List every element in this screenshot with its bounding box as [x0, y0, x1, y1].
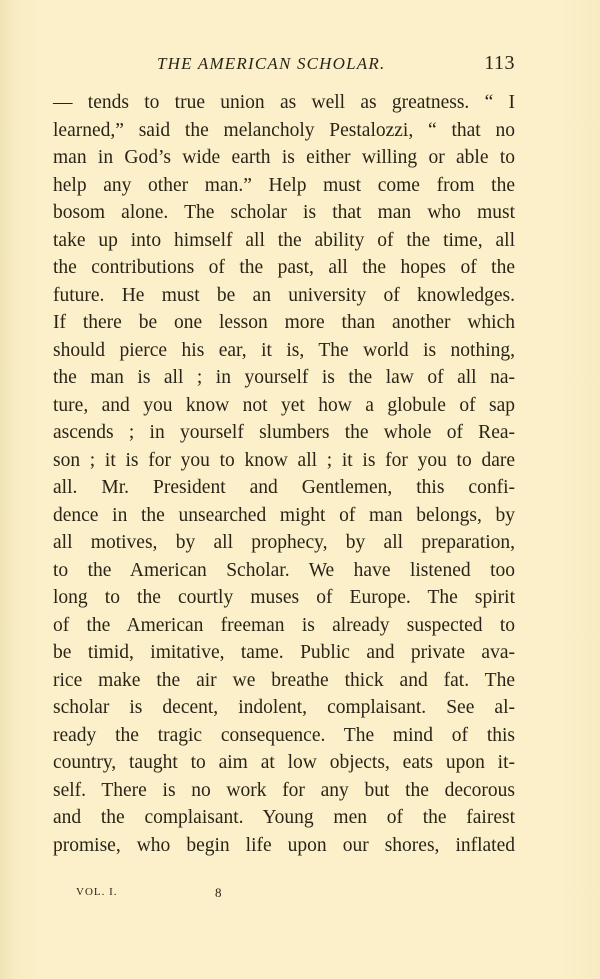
running-title: THE AMERICAN SCHOLAR.: [157, 54, 386, 73]
text-line: and the complaisant. Young men of the fairest: [53, 807, 515, 828]
signature-mark: 8: [215, 885, 223, 900]
text-line: dence in the unsearched might of man belongs, by: [53, 504, 515, 526]
text-line: of the American freeman is already suspected to: [53, 614, 515, 636]
text-line: son ; it is for you to know all ; it is for you to dare: [53, 449, 515, 471]
text-line: ready the tragic consequence. The mind of this: [53, 724, 515, 746]
text-line: all. Mr. President and Gentlemen, this confi-: [53, 477, 515, 498]
text-line: take up into himself all the ability of the time, all: [53, 229, 515, 251]
text-line: scholar is decent, indolent, complaisant. See al-: [53, 697, 515, 718]
text-line: rice make the air we breathe thick and fat. The: [53, 669, 515, 691]
body-text: [53, 89, 515, 859]
volume-label: VOL. I.: [76, 886, 118, 898]
text-line: long to the courtly muses of Europe. The spirit: [53, 587, 515, 608]
text-line: man in God’s wide earth is either willing or able to: [53, 147, 515, 168]
printer-signature: [76, 886, 276, 904]
text-line: promise, who begin life upon our shores, inflated: [53, 834, 515, 856]
text-line: should pierce his ear, it is, The world is nothing,: [53, 339, 515, 361]
text-line: to the American Scholar. We have listened too: [53, 559, 515, 581]
text-line: self. There is no work for any but the decorous: [53, 779, 515, 801]
text-line: help any other man.” Help must come from the: [53, 174, 515, 196]
text-line: bosom alone. The scholar is that man who must: [53, 202, 515, 223]
text-line: the man is all ; in yourself is the law of all na-: [53, 367, 515, 388]
page-number: 113: [484, 52, 515, 74]
text-line: all motives, by all prophecy, by all preparation,: [53, 532, 515, 553]
text-line: ascends ; in yourself slumbers the whole of Rea-: [53, 422, 515, 443]
text-line: ture, and you know not yet how a globule of sap: [53, 394, 515, 416]
text-line: be timid, imitative, tame. Public and private ava-: [53, 642, 515, 663]
running-head: [53, 54, 515, 80]
text-line: the contributions of the past, all the hopes of the: [53, 257, 515, 278]
text-line: future. He must be an university of knowledges.: [53, 284, 515, 306]
text-line: — tends to true union as well as greatness. “ I: [53, 92, 515, 113]
text-line: learned,” said the melancholy Pestalozzi, “ that no: [53, 119, 515, 141]
text-line: country, taught to aim at low objects, eats upon it-: [53, 752, 515, 773]
text-line: If there be one lesson more than another which: [53, 312, 515, 333]
